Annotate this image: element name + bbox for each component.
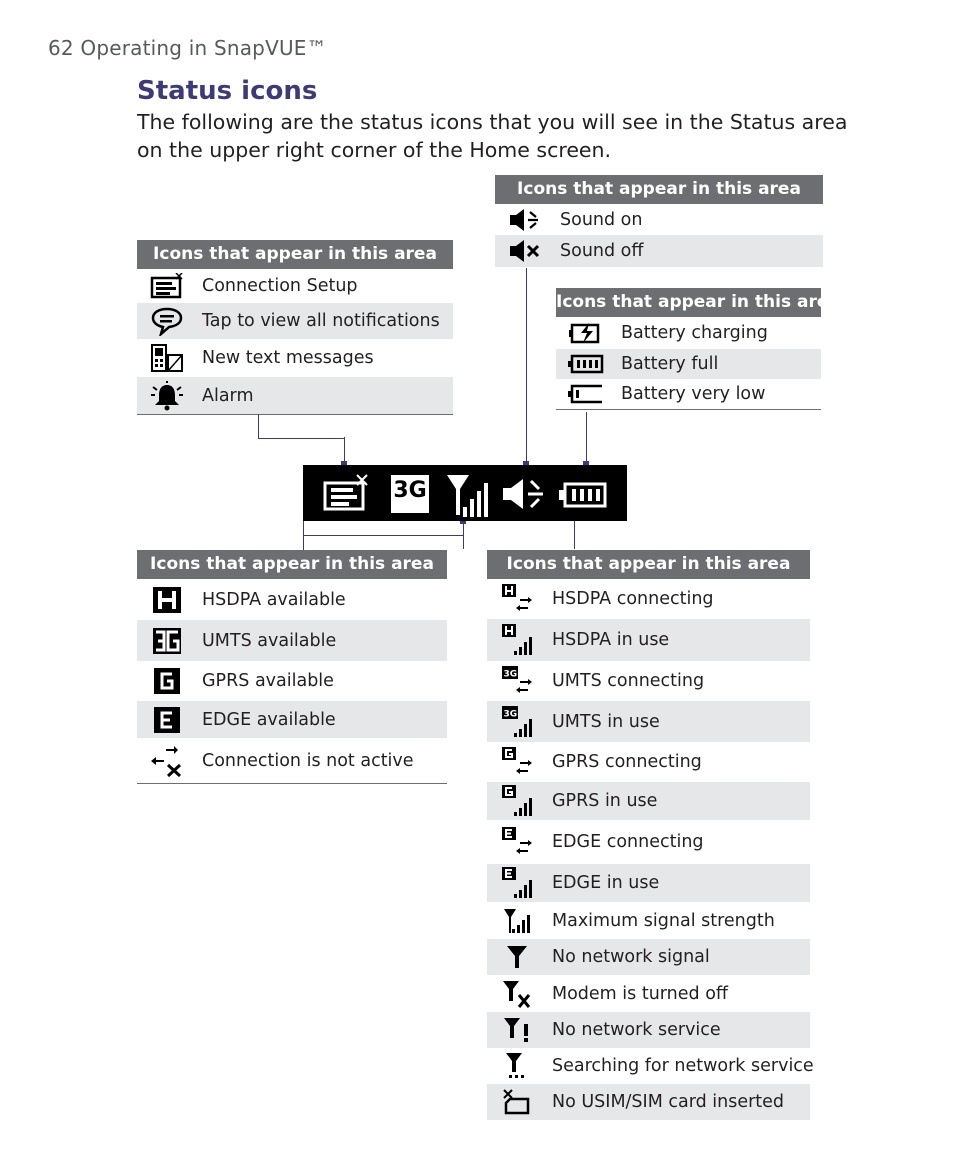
row-label: Battery charging <box>621 323 768 343</box>
hsdpa-connecting-icon <box>487 583 547 615</box>
row-label: No network service <box>552 1020 721 1040</box>
row-label: EDGE connecting <box>552 832 704 852</box>
row-label: Sound off <box>560 241 644 261</box>
network-type-icons-table <box>137 550 447 784</box>
gprs-in-use-icon <box>487 784 547 818</box>
table-row <box>487 1048 814 1084</box>
connector-line <box>463 521 575 549</box>
umts-in-use-icon <box>487 705 547 739</box>
hsdpa-in-use-icon <box>487 623 547 657</box>
table-row <box>556 349 821 379</box>
umts-3g-icon <box>137 627 197 655</box>
table-header: Icons that appear in this area <box>495 175 823 204</box>
connector-line <box>303 535 304 550</box>
row-label: HSDPA connecting <box>552 589 714 609</box>
signal-icons-table <box>487 550 814 1120</box>
row-label: Battery full <box>621 354 719 374</box>
battery-charging-icon <box>556 321 616 345</box>
connector-line <box>258 414 345 439</box>
row-label: No USIM/SIM card inserted <box>552 1092 785 1112</box>
table-row <box>487 701 810 742</box>
no-signal-icon <box>487 944 547 970</box>
edge-icon <box>137 706 197 734</box>
row-label: Battery very low <box>621 384 766 404</box>
max-signal-icon <box>487 907 547 935</box>
edge-connecting-icon <box>487 826 547 858</box>
gprs-connecting-icon <box>487 746 547 778</box>
gprs-icon <box>137 667 197 695</box>
table-row <box>556 379 821 409</box>
table-row <box>137 339 453 377</box>
row-label: Maximum signal strength <box>552 910 775 931</box>
row-label: GPRS available <box>202 671 334 691</box>
svg-text:3G: 3G <box>503 669 518 680</box>
table-header: Icons that appear in this area <box>137 240 453 269</box>
connection-icons-table <box>137 240 453 415</box>
sound-icons-table <box>495 175 823 267</box>
table-row <box>487 864 810 902</box>
connection-setup-icon <box>325 475 367 509</box>
connector-line <box>526 268 527 465</box>
table-row <box>487 902 810 939</box>
sound-off-icon <box>495 239 555 263</box>
table-row <box>556 317 821 349</box>
table-row <box>487 742 810 782</box>
table-row <box>487 939 810 975</box>
table-row <box>487 782 810 820</box>
row-label: Sound on <box>560 209 643 230</box>
no-service-icon <box>487 1016 547 1044</box>
row-label: Connection is not active <box>202 750 414 771</box>
edge-in-use-icon <box>487 866 547 900</box>
table-row <box>487 619 810 661</box>
table-row <box>495 235 823 267</box>
table-header: Icons that appear in this area <box>487 550 810 579</box>
status-bar <box>303 465 627 521</box>
notification-bubble-icon <box>137 306 197 336</box>
no-sim-icon <box>487 1089 547 1115</box>
row-label: GPRS in use <box>552 791 658 811</box>
table-row <box>137 661 447 701</box>
row-label: GPRS connecting <box>552 752 702 772</box>
connection-setup-icon <box>137 273 197 299</box>
table-row <box>487 1012 810 1048</box>
row-label: Tap to view all notifications <box>202 311 440 331</box>
table-row <box>137 269 453 303</box>
searching-network-icon <box>487 1052 547 1080</box>
row-label: Alarm <box>202 385 254 406</box>
table-header: Icons that appear in this area <box>556 288 821 317</box>
table-row <box>137 579 447 620</box>
sound-on-icon <box>495 208 555 232</box>
table-row <box>495 204 823 235</box>
row-label: EDGE in use <box>552 873 660 893</box>
table-row <box>487 661 810 701</box>
row-label: Connection Setup <box>202 276 358 296</box>
table-row <box>487 820 810 864</box>
connector-line <box>586 412 587 465</box>
text-message-icon <box>137 343 197 373</box>
modem-off-icon <box>487 979 547 1009</box>
hsdpa-icon <box>137 586 197 614</box>
alarm-bell-icon <box>137 381 197 411</box>
row-label: HSDPA available <box>202 589 346 610</box>
table-row <box>137 738 447 783</box>
row-label: UMTS available <box>202 630 337 651</box>
intro-paragraph: The following are the status icons that you will see in the Status area on the upper right corner of the Home screen. <box>137 110 848 162</box>
row-label: UMTS in use <box>552 711 660 732</box>
battery-very-low-icon <box>556 383 616 405</box>
page-header: 62 Operating in SnapVUE™ <box>48 36 327 60</box>
connection-inactive-icon <box>137 745 197 777</box>
row-label: No network signal <box>552 947 710 967</box>
signal-strength-icon <box>447 475 488 517</box>
connector-line <box>303 521 464 535</box>
umts-connecting-icon <box>487 665 547 697</box>
svg-text:3G: 3G <box>503 709 518 719</box>
section-title: Status icons <box>137 76 318 106</box>
row-label: Searching for network service <box>552 1056 814 1076</box>
row-label: EDGE available <box>202 709 336 730</box>
table-header: Icons that appear in this area <box>137 550 447 579</box>
row-label: Modem is turned off <box>552 983 728 1004</box>
battery-full-icon <box>559 484 605 506</box>
table-row <box>137 303 453 339</box>
connector-line <box>303 535 463 536</box>
table-row <box>137 377 453 414</box>
battery-icons-table <box>556 288 840 410</box>
table-row <box>487 579 810 619</box>
row-label: UMTS connecting <box>552 671 705 691</box>
table-row <box>487 975 810 1012</box>
table-row <box>487 1084 810 1120</box>
umts-3g-label: 3G <box>393 478 427 503</box>
sound-on-icon <box>503 479 543 509</box>
row-label: HSDPA in use <box>552 630 670 650</box>
table-row <box>137 620 447 661</box>
row-label: New text messages <box>202 348 374 368</box>
battery-full-icon <box>556 353 616 375</box>
table-row <box>137 701 447 738</box>
